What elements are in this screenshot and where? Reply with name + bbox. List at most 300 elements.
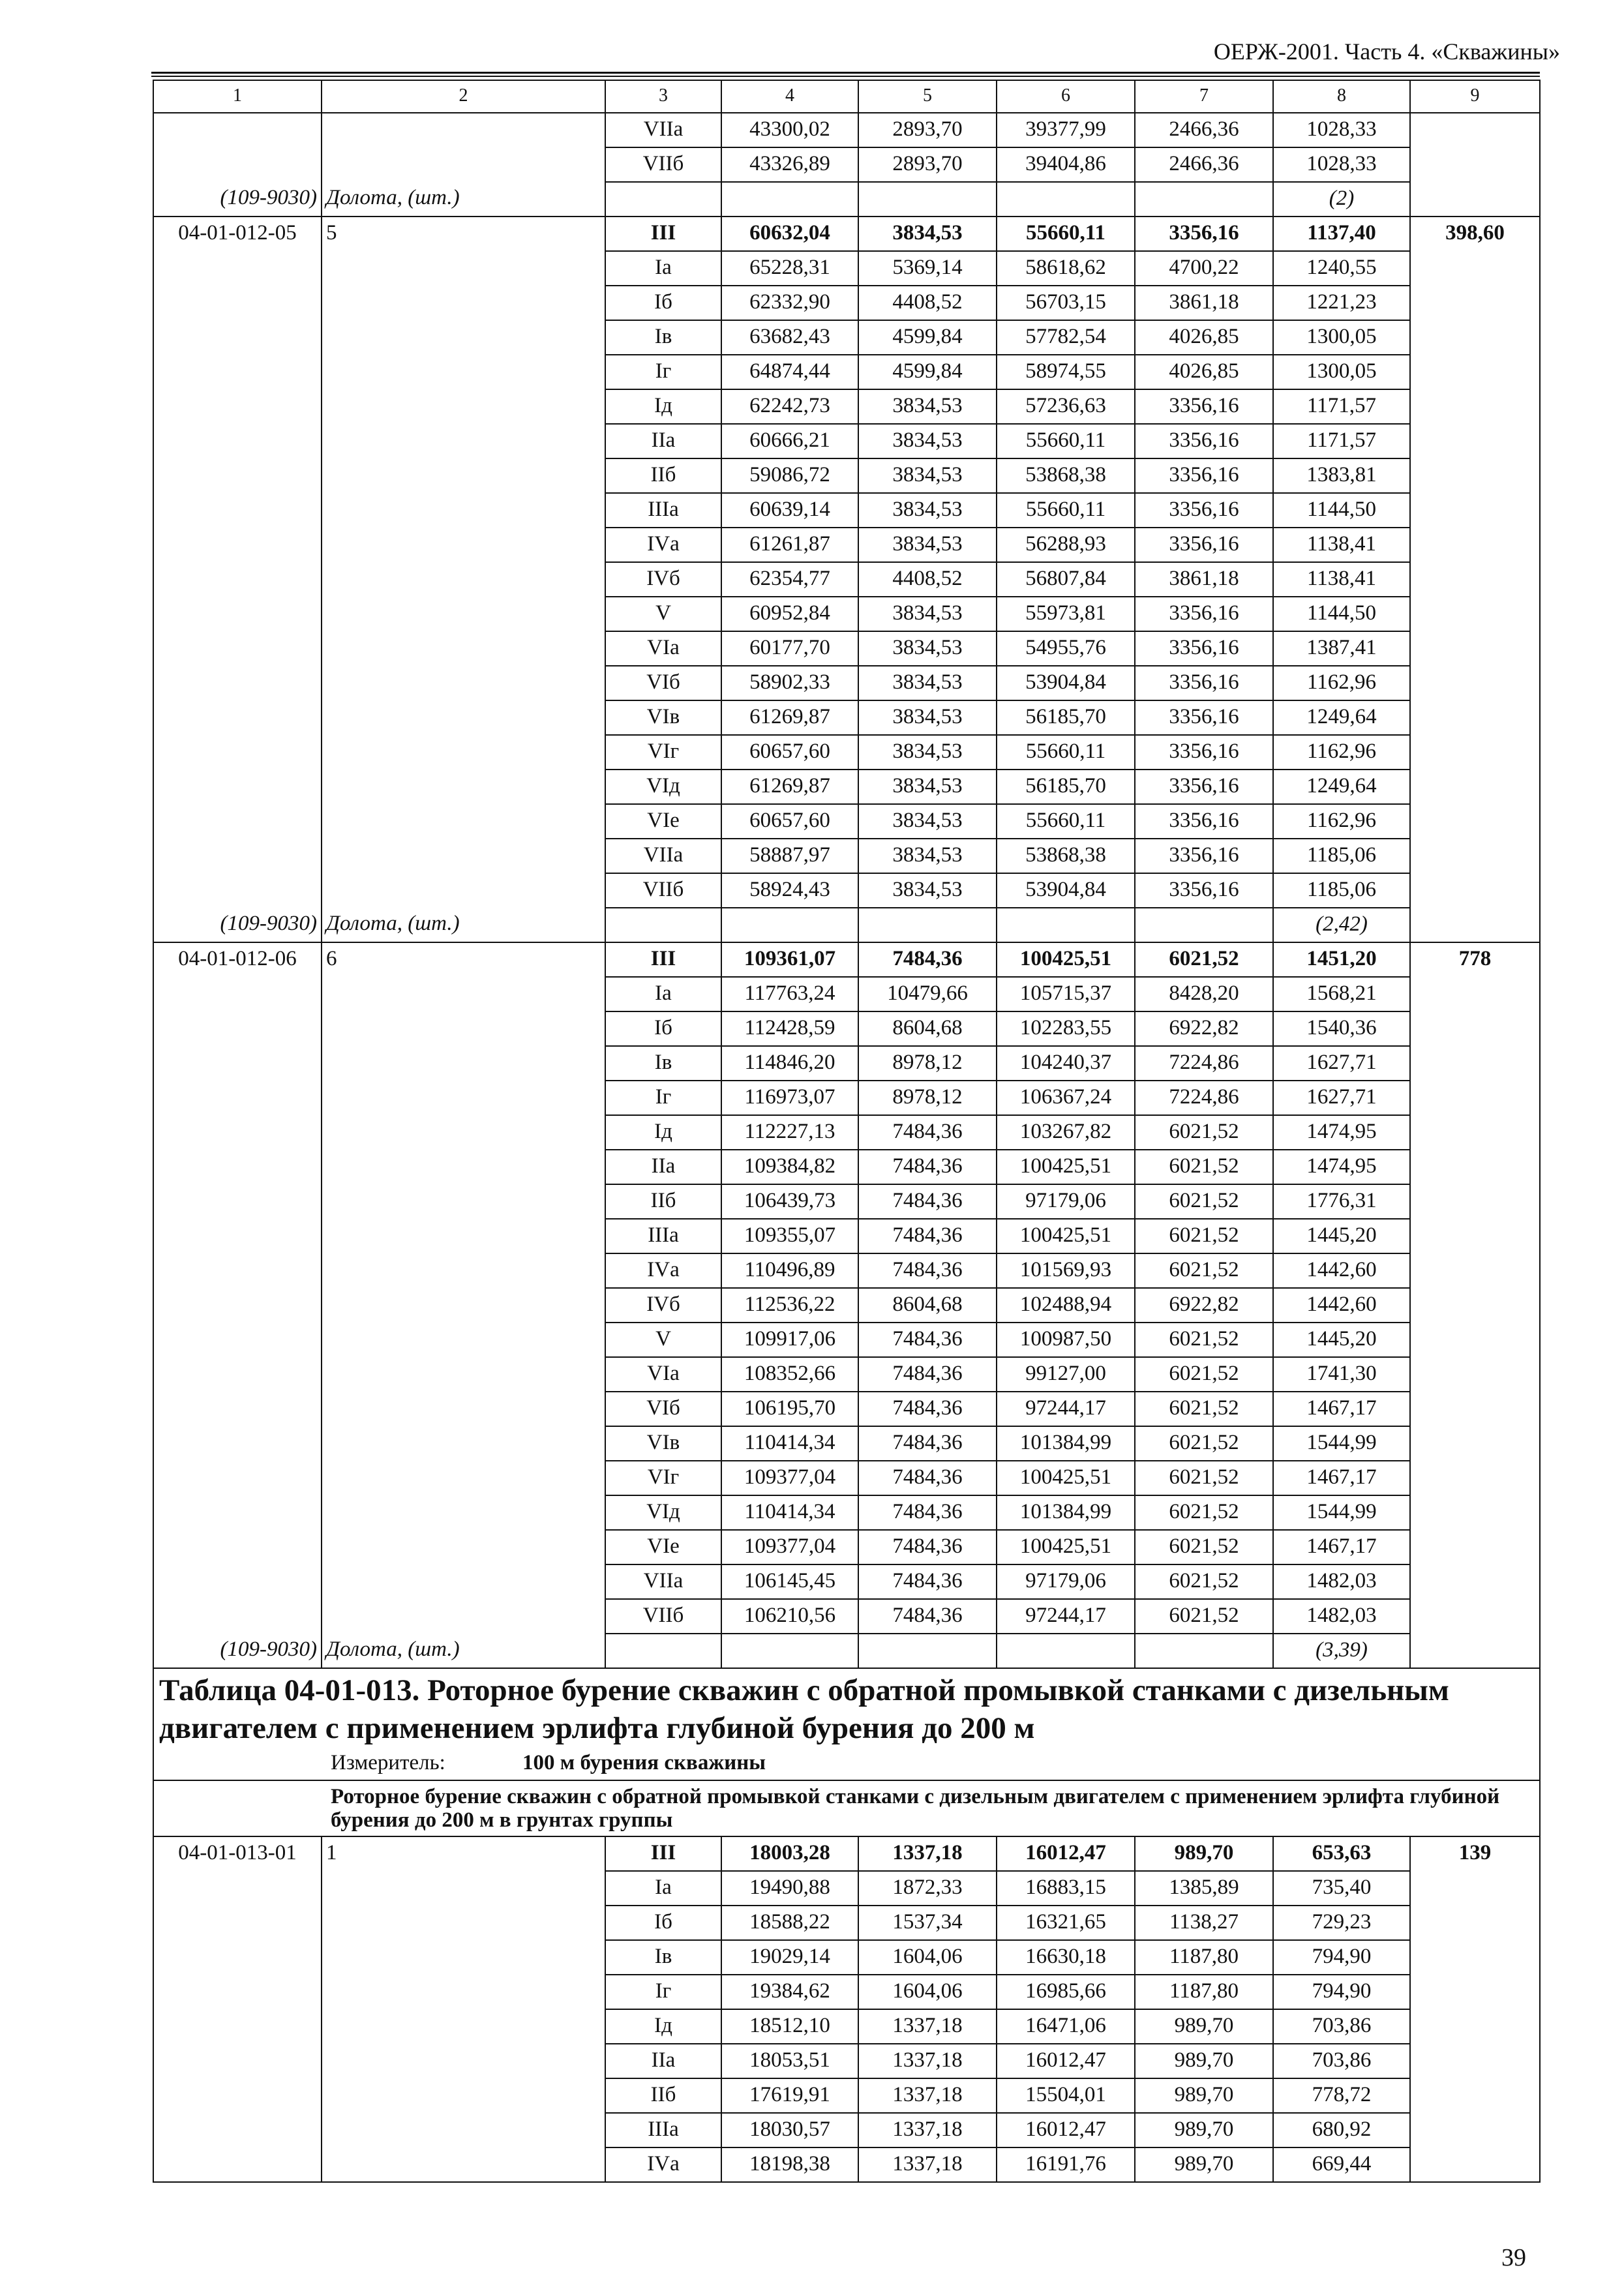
table-row — [153, 147, 1540, 182]
soil-category: Iв — [605, 1046, 721, 1081]
value-c8: 1482,03 — [1273, 1599, 1410, 1634]
cell — [153, 147, 322, 182]
page-header: ОЕРЖ-2001. Часть 4. «Скважины» — [1213, 38, 1560, 65]
value-c7: 4700,22 — [1135, 251, 1273, 286]
material-name: Долота, (шт.) — [322, 182, 605, 217]
cell — [153, 113, 322, 147]
cell — [1410, 873, 1540, 908]
value-c6: 56185,70 — [997, 700, 1135, 735]
cell — [322, 1564, 605, 1599]
soil-category: Iа — [605, 977, 721, 1011]
value-c4: 58924,43 — [721, 873, 858, 908]
cell — [322, 528, 605, 562]
value-c5: 1872,33 — [858, 1871, 997, 1906]
cell — [997, 908, 1135, 942]
cell — [322, 1081, 605, 1115]
cell — [153, 1906, 322, 1940]
value-c6: 55660,11 — [997, 217, 1135, 251]
material-quantity: (2) — [1273, 182, 1410, 217]
value-c7: 1138,27 — [1135, 1906, 1273, 1940]
cell — [1410, 631, 1540, 666]
soil-category: VIIа — [605, 113, 721, 147]
value-c8: 680,92 — [1273, 2113, 1410, 2147]
value-c4: 109377,04 — [721, 1530, 858, 1564]
value-c4: 59086,72 — [721, 458, 858, 493]
cell — [1410, 2113, 1540, 2147]
cell — [1410, 1940, 1540, 1975]
soil-category: Iг — [605, 1975, 721, 2009]
cell — [1410, 908, 1540, 942]
cell — [322, 1940, 605, 1975]
cell — [153, 1599, 322, 1634]
cell — [858, 908, 997, 942]
cell — [1410, 1323, 1540, 1357]
value-c4: 117763,24 — [721, 977, 858, 1011]
cell — [997, 1634, 1135, 1668]
cell — [153, 1288, 322, 1323]
cell — [1410, 1392, 1540, 1426]
value-c6: 97244,17 — [997, 1392, 1135, 1426]
value-c4: 108352,66 — [721, 1357, 858, 1392]
cell — [153, 1150, 322, 1184]
soil-category: VIа — [605, 631, 721, 666]
material-name: Долота, (шт.) — [322, 1634, 605, 1668]
value-c5: 1604,06 — [858, 1940, 997, 1975]
table-row — [153, 1495, 1540, 1530]
value-c4: 60177,70 — [721, 631, 858, 666]
value-c6: 58974,55 — [997, 355, 1135, 389]
cell — [1410, 977, 1540, 1011]
value-c8: 1776,31 — [1273, 1184, 1410, 1219]
value-c8: 1467,17 — [1273, 1530, 1410, 1564]
value-c6: 16012,47 — [997, 2044, 1135, 2078]
cell — [153, 2078, 322, 2113]
value-c5: 1337,18 — [858, 2147, 997, 2182]
page-number: 39 — [1501, 2244, 1526, 2271]
cell — [1410, 1219, 1540, 1253]
value-c5: 3834,53 — [858, 528, 997, 562]
value-c5: 4599,84 — [858, 355, 997, 389]
value-c6: 97244,17 — [997, 1599, 1135, 1634]
value-c4: 18512,10 — [721, 2009, 858, 2044]
table-title-row — [153, 1668, 1540, 1780]
cell — [1410, 1530, 1540, 1564]
cell — [153, 631, 322, 666]
value-c5: 7484,36 — [858, 1564, 997, 1599]
cell — [1410, 1599, 1540, 1634]
cell — [322, 424, 605, 458]
soil-category: Iа — [605, 1871, 721, 1906]
value-c8: 1467,17 — [1273, 1461, 1410, 1495]
cell — [322, 458, 605, 493]
table-row — [153, 1940, 1540, 1975]
cell — [1410, 251, 1540, 286]
value-c5: 1337,18 — [858, 2113, 997, 2147]
soil-category: IVа — [605, 528, 721, 562]
cell — [322, 389, 605, 424]
value-c6: 97179,06 — [997, 1184, 1135, 1219]
value-c7: 6922,82 — [1135, 1288, 1273, 1323]
soil-category: III — [605, 217, 721, 251]
value-c6: 56703,15 — [997, 286, 1135, 320]
value-c6: 100987,50 — [997, 1323, 1135, 1357]
value-c5: 3834,53 — [858, 458, 997, 493]
table-row — [153, 735, 1540, 770]
value-c4: 19490,88 — [721, 1871, 858, 1906]
soil-category: IIа — [605, 1150, 721, 1184]
cell — [322, 804, 605, 839]
soil-category: Iб — [605, 1011, 721, 1046]
value-c8: 1540,36 — [1273, 1011, 1410, 1046]
value-c8: 1387,41 — [1273, 631, 1410, 666]
cell — [1410, 2044, 1540, 2078]
value-c8: 778,72 — [1273, 2078, 1410, 2113]
value-c6: 15504,01 — [997, 2078, 1135, 2113]
value-c6: 100425,51 — [997, 1150, 1135, 1184]
table-row — [153, 1871, 1540, 1906]
cell — [153, 804, 322, 839]
cell — [153, 1081, 322, 1115]
table-row — [153, 2078, 1540, 2113]
value-c7: 1187,80 — [1135, 1975, 1273, 2009]
cell — [322, 770, 605, 804]
value-c6: 16883,15 — [997, 1871, 1135, 1906]
value-c8: 1171,57 — [1273, 424, 1410, 458]
value-c7: 6021,52 — [1135, 1184, 1273, 1219]
value-c6: 55973,81 — [997, 597, 1135, 631]
table-row — [153, 113, 1540, 147]
cell — [153, 1219, 322, 1253]
soil-category: IVа — [605, 1253, 721, 1288]
cell — [153, 1564, 322, 1599]
soil-category: IIа — [605, 2044, 721, 2078]
value-c6: 55660,11 — [997, 493, 1135, 528]
soil-category: VIа — [605, 1357, 721, 1392]
table-row — [153, 320, 1540, 355]
soil-category: VIе — [605, 1530, 721, 1564]
cell — [153, 1871, 322, 1906]
value-c7: 3356,16 — [1135, 631, 1273, 666]
soil-category: IIIа — [605, 1219, 721, 1253]
value-c4: 17619,91 — [721, 2078, 858, 2113]
cell — [1410, 597, 1540, 631]
value-c8: 1138,41 — [1273, 528, 1410, 562]
soil-category: VIIб — [605, 147, 721, 182]
soil-category: Iв — [605, 1940, 721, 1975]
value-c8: 1451,20 — [1273, 942, 1410, 977]
value-c8: 794,90 — [1273, 1940, 1410, 1975]
value-c5: 1337,18 — [858, 2009, 997, 2044]
value-c4: 18053,51 — [721, 2044, 858, 2078]
value-c5: 3834,53 — [858, 389, 997, 424]
value-c6: 101384,99 — [997, 1495, 1135, 1530]
measure-label: Измеритель: — [331, 1751, 445, 1774]
table-row — [153, 1011, 1540, 1046]
value-c7: 989,70 — [1135, 2044, 1273, 2078]
cell — [322, 1253, 605, 1288]
value-c7: 6021,52 — [1135, 1461, 1273, 1495]
value-c4: 112536,22 — [721, 1288, 858, 1323]
table-row — [153, 528, 1540, 562]
value-c8: 1627,71 — [1273, 1046, 1410, 1081]
table-row — [153, 217, 1540, 251]
value-c7: 6021,52 — [1135, 1323, 1273, 1357]
cell — [1410, 770, 1540, 804]
soil-category: IIIа — [605, 493, 721, 528]
cell — [1410, 2078, 1540, 2113]
cell — [605, 908, 721, 942]
cell — [322, 1219, 605, 1253]
value-c4: 18003,28 — [721, 1836, 858, 1871]
column-number: 8 — [1273, 80, 1410, 113]
cell — [1410, 1011, 1540, 1046]
table-row — [153, 1081, 1540, 1115]
value-c4: 19029,14 — [721, 1940, 858, 1975]
soil-category: VIб — [605, 666, 721, 700]
table-row — [153, 597, 1540, 631]
cell — [322, 1392, 605, 1426]
value-c8: 1185,06 — [1273, 873, 1410, 908]
value-c5: 3834,53 — [858, 217, 997, 251]
cell — [153, 839, 322, 873]
column-number: 4 — [721, 80, 858, 113]
value-c6: 16985,66 — [997, 1975, 1135, 2009]
value-c5: 3834,53 — [858, 631, 997, 666]
table-row — [153, 1426, 1540, 1461]
soil-category: Iг — [605, 355, 721, 389]
cell — [322, 562, 605, 597]
value-c7: 1385,89 — [1135, 1871, 1273, 1906]
table-title-cell — [153, 1668, 1540, 1780]
cell — [1410, 1906, 1540, 1940]
cell — [1410, 1495, 1540, 1530]
cell — [721, 182, 858, 217]
cell — [322, 1906, 605, 1940]
table-row — [153, 1906, 1540, 1940]
value-c6: 97179,06 — [997, 1564, 1135, 1599]
value-c4: 61269,87 — [721, 700, 858, 735]
value-c8: 1162,96 — [1273, 735, 1410, 770]
value-c4: 114846,20 — [721, 1046, 858, 1081]
value-c6: 106367,24 — [997, 1081, 1135, 1115]
cell — [153, 735, 322, 770]
value-c5: 10479,66 — [858, 977, 997, 1011]
value-c8: 1162,96 — [1273, 804, 1410, 839]
value-c5: 4599,84 — [858, 320, 997, 355]
value-c8: 1442,60 — [1273, 1253, 1410, 1288]
rate-number: 5 — [322, 217, 605, 251]
soil-category: V — [605, 1323, 721, 1357]
header-rule — [151, 72, 1540, 74]
value-c7: 3356,16 — [1135, 839, 1273, 873]
value-c4: 43326,89 — [721, 147, 858, 182]
value-c7: 2466,36 — [1135, 147, 1273, 182]
soil-category: IVб — [605, 562, 721, 597]
cell — [322, 147, 605, 182]
price-table — [153, 80, 1541, 2183]
measure-value: 100 м бурения скважины — [522, 1751, 766, 1774]
value-c8: 1474,95 — [1273, 1150, 1410, 1184]
column-number: 1 — [153, 80, 322, 113]
cell — [1410, 804, 1540, 839]
column-number: 5 — [858, 80, 997, 113]
table-row — [153, 804, 1540, 839]
cell — [322, 1461, 605, 1495]
table-row — [153, 1836, 1540, 1871]
cell — [322, 839, 605, 873]
soil-category: IVб — [605, 1288, 721, 1323]
value-c6: 100425,51 — [997, 1461, 1135, 1495]
cell — [322, 1046, 605, 1081]
cell — [153, 1323, 322, 1357]
value-c7: 3356,16 — [1135, 458, 1273, 493]
cell — [1410, 1461, 1540, 1495]
value-c7: 3356,16 — [1135, 389, 1273, 424]
soil-category: VIб — [605, 1392, 721, 1426]
value-c7: 989,70 — [1135, 2147, 1273, 2182]
value-c7: 3356,16 — [1135, 217, 1273, 251]
value-c6: 102488,94 — [997, 1288, 1135, 1323]
value-c6: 100425,51 — [997, 1530, 1135, 1564]
soil-category: III — [605, 942, 721, 977]
value-c6: 53868,38 — [997, 839, 1135, 873]
value-c5: 7484,36 — [858, 1219, 997, 1253]
value-c8: 1171,57 — [1273, 389, 1410, 424]
cell — [153, 2113, 322, 2147]
table-row — [153, 251, 1540, 286]
value-c4: 64874,44 — [721, 355, 858, 389]
cell — [153, 1115, 322, 1150]
value-c7: 989,70 — [1135, 2078, 1273, 2113]
value-c4: 43300,02 — [721, 113, 858, 147]
cell — [153, 389, 322, 424]
value-c5: 1537,34 — [858, 1906, 997, 1940]
value-c7: 4026,85 — [1135, 320, 1273, 355]
value-c6: 53904,84 — [997, 873, 1135, 908]
value-c5: 1337,18 — [858, 2078, 997, 2113]
cell — [322, 977, 605, 1011]
soil-category: IIб — [605, 1184, 721, 1219]
value-c5: 4408,52 — [858, 286, 997, 320]
value-c6: 57782,54 — [997, 320, 1135, 355]
value-c6: 54955,76 — [997, 631, 1135, 666]
header-rule-thin — [151, 76, 1540, 77]
value-c7: 6021,52 — [1135, 1115, 1273, 1150]
table-row — [153, 1115, 1540, 1150]
description-cell — [153, 1780, 1540, 1836]
soil-category: Iг — [605, 1081, 721, 1115]
table-row — [153, 1323, 1540, 1357]
rate-code: 04-01-012-05 — [153, 217, 322, 251]
value-c8: 1300,05 — [1273, 355, 1410, 389]
soil-category: VIIа — [605, 839, 721, 873]
cell — [1410, 458, 1540, 493]
value-c7: 3356,16 — [1135, 528, 1273, 562]
value-c5: 4408,52 — [858, 562, 997, 597]
cell — [322, 1184, 605, 1219]
cell — [1135, 1634, 1273, 1668]
value-c5: 7484,36 — [858, 1150, 997, 1184]
value-c8: 653,63 — [1273, 1836, 1410, 1871]
column9-value: 139 — [1410, 1836, 1540, 1871]
cell — [1410, 2147, 1540, 2182]
value-c7: 3356,16 — [1135, 493, 1273, 528]
value-c8: 1741,30 — [1273, 1357, 1410, 1392]
table-row — [153, 493, 1540, 528]
soil-category: VIIб — [605, 1599, 721, 1634]
value-c8: 1249,64 — [1273, 700, 1410, 735]
table-row — [153, 1150, 1540, 1184]
value-c7: 3356,16 — [1135, 770, 1273, 804]
cell — [322, 2009, 605, 2044]
value-c5: 3834,53 — [858, 493, 997, 528]
cell — [153, 666, 322, 700]
value-c6: 100425,51 — [997, 942, 1135, 977]
cell — [322, 320, 605, 355]
value-c7: 6021,52 — [1135, 1357, 1273, 1392]
value-c5: 7484,36 — [858, 1253, 997, 1288]
cell — [1410, 355, 1540, 389]
value-c8: 1137,40 — [1273, 217, 1410, 251]
table-row — [153, 1253, 1540, 1288]
value-c6: 53904,84 — [997, 666, 1135, 700]
value-c5: 8604,68 — [858, 1011, 997, 1046]
value-c7: 4026,85 — [1135, 355, 1273, 389]
cell — [322, 2078, 605, 2113]
value-c8: 1544,99 — [1273, 1426, 1410, 1461]
cell — [153, 355, 322, 389]
description-row — [153, 1780, 1540, 1836]
value-c8: 1300,05 — [1273, 320, 1410, 355]
value-c6: 57236,63 — [997, 389, 1135, 424]
value-c7: 3861,18 — [1135, 286, 1273, 320]
cell — [153, 320, 322, 355]
value-c6: 101384,99 — [997, 1426, 1135, 1461]
value-c7: 3356,16 — [1135, 804, 1273, 839]
value-c8: 1467,17 — [1273, 1392, 1410, 1426]
cell — [322, 1115, 605, 1150]
soil-category: VIе — [605, 804, 721, 839]
cell — [322, 251, 605, 286]
value-c4: 112227,13 — [721, 1115, 858, 1150]
value-c7: 6021,52 — [1135, 1219, 1273, 1253]
value-c8: 1383,81 — [1273, 458, 1410, 493]
cell — [153, 1184, 322, 1219]
cell — [1410, 1426, 1540, 1461]
cell — [1410, 1564, 1540, 1599]
value-c4: 109384,82 — [721, 1150, 858, 1184]
material-quantity: (3,39) — [1273, 1634, 1410, 1668]
value-c6: 58618,62 — [997, 251, 1135, 286]
value-c8: 1221,23 — [1273, 286, 1410, 320]
cell — [1410, 735, 1540, 770]
table-title: Таблица 04-01-013. Роторное бурение скважин с обратной промывкой станками с дизельным двигателем с применением эрлифта глубиной бурения до 200 м — [159, 1673, 1449, 1745]
value-c5: 8978,12 — [858, 1046, 997, 1081]
cell — [153, 2147, 322, 2182]
material-row — [153, 908, 1540, 942]
value-c6: 56288,93 — [997, 528, 1135, 562]
value-c7: 6021,52 — [1135, 1599, 1273, 1634]
table-row — [153, 977, 1540, 1011]
value-c7: 1187,80 — [1135, 1940, 1273, 1975]
column-number: 7 — [1135, 80, 1273, 113]
work-description: Роторное бурение скважин с обратной промывкой станками с дизельным двигателем с применением эрлифта глубиной бурения до 200 м в грунтах группы — [331, 1785, 1500, 1832]
value-c8: 669,44 — [1273, 2147, 1410, 2182]
cell — [1410, 147, 1540, 182]
value-c6: 102283,55 — [997, 1011, 1135, 1046]
cell — [322, 1530, 605, 1564]
value-c5: 3834,53 — [858, 839, 997, 873]
